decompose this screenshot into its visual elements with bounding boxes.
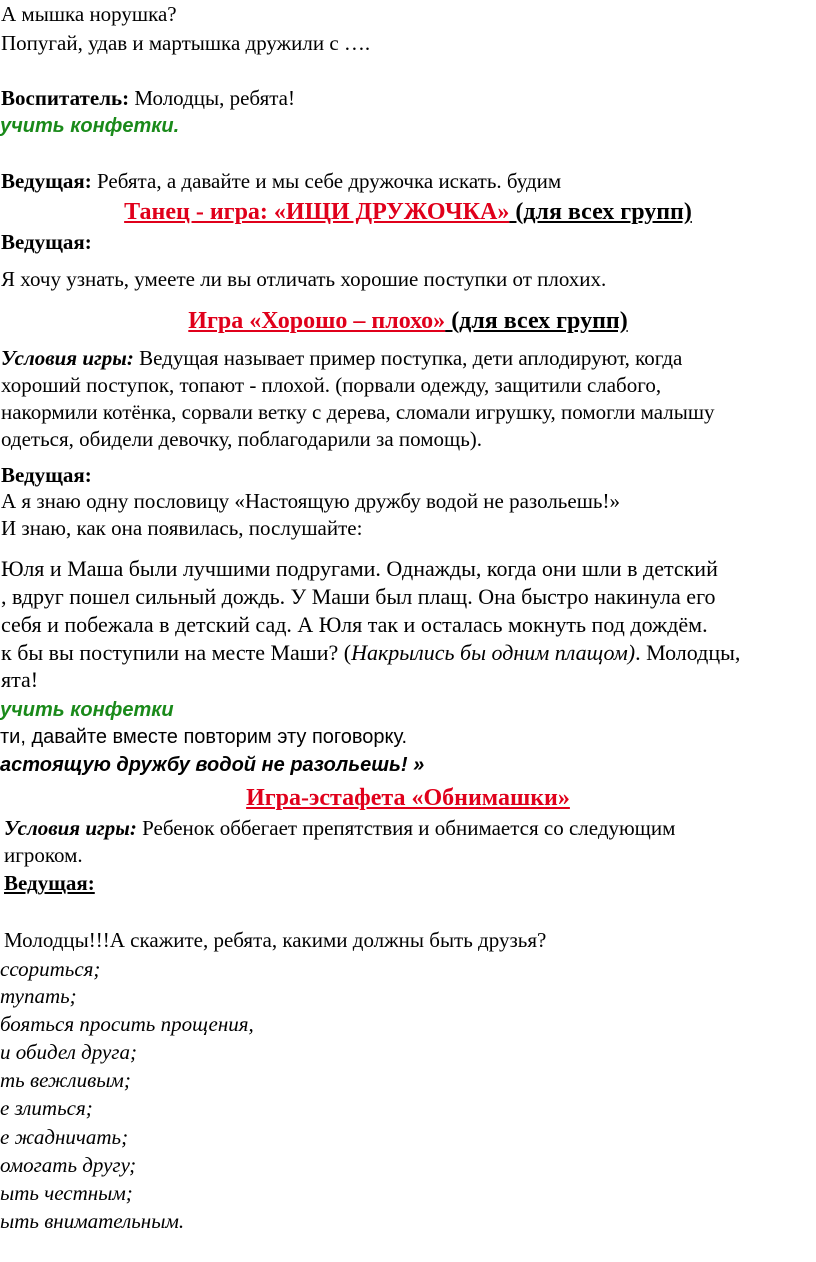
host-line-1: [1, 168, 561, 194]
friends-item: ть вежливым;: [0, 1068, 131, 1092]
good-bad-question: Я хочу узнать, умеете ли вы отличать хорошие поступки от плохих.: [1, 267, 607, 291]
dance-title: Танец - игра: «ИЩИ ДРУЖОЧКА»: [124, 199, 510, 225]
host-speaker: Ведущая:: [1, 169, 92, 193]
game2-rules-line-2: игроком.: [4, 843, 83, 867]
candy-instruction-1: учить конфетки.: [0, 115, 180, 137]
friends-item: ссориться;: [0, 957, 101, 981]
story-line-5: ята!: [1, 667, 39, 692]
story-line-4: [1, 640, 740, 666]
educator-line: [1, 85, 295, 111]
intro-line-1: А мышка норушка?: [1, 2, 177, 26]
proverb-intro-line-2: И знаю, как она появилась, послушайте:: [1, 516, 363, 540]
friends-item: е злиться;: [0, 1096, 93, 1120]
story-answer: Накрылись бы одним плащом): [351, 640, 636, 665]
friends-item: и обидел друга;: [0, 1040, 137, 1064]
host-speaker-4: Ведущая:: [4, 871, 95, 895]
story-after: . Молодцы,: [635, 640, 741, 665]
proverb-intro-line-1: А я знаю одну пословицу «Настоящую дружбу водой не разольешь!»: [1, 489, 620, 513]
educator-speaker: Воспитатель:: [1, 86, 130, 110]
host-text: Ребята, а давайте и мы себе дружочка искать. будим: [91, 169, 562, 193]
game1-heading: [0, 306, 816, 336]
host-speaker-2: Ведущая:: [1, 230, 92, 254]
story-line-1: Юля и Маша были лучшими подругами. Однажды, когда они шли в детский: [1, 556, 718, 581]
game2-title: Игра-эстафета «Обнимашки»: [246, 785, 570, 811]
dance-heading: [0, 197, 816, 227]
game1-title: Игра «Хорошо – плохо»: [188, 308, 446, 334]
game2-rules-label: Условия игры:: [4, 816, 137, 840]
repeat-line: ти, давайте вместе повторим эту поговорку.: [0, 726, 408, 748]
game1-rules-line-2: хороший поступок, топают - плохой. (порвали одежду, защитили слабого,: [1, 373, 662, 397]
dance-note: (для всех групп): [509, 199, 692, 225]
game1-rules-label: Условия игры:: [1, 346, 134, 370]
game1-rules-line-1: [1, 345, 682, 371]
game1-rules-line-3: накормили котёнка, сорвали ветку с дерева, сломали игрушку, помогли малышу: [1, 400, 715, 424]
host-speaker-3: Ведущая:: [1, 463, 92, 487]
story-question: к бы вы поступили на месте Маши? (: [1, 640, 352, 665]
educator-text: Молодцы, ребята!: [129, 86, 295, 110]
game2-heading: [0, 783, 816, 813]
game1-rules-line-4: одеться, обидели девочку, поблагодарили за помощь).: [1, 427, 483, 451]
friends-item: е жадничать;: [0, 1125, 129, 1149]
friends-item: тупать;: [0, 984, 77, 1008]
intro-line-2: Попугай, удав и мартышка дружили с ….: [1, 31, 371, 55]
game1-rules-text: Ведущая называет пример поступка, дети аплодируют, когда: [133, 346, 683, 370]
friends-question: Молодцы!!!А скажите, ребята, какими должны быть друзья?: [4, 928, 547, 952]
friends-item: бояться просить прощения,: [0, 1012, 254, 1036]
friends-item: ыть внимательным.: [0, 1209, 185, 1233]
proverb-line: астоящую дружбу водой не разольешь! »: [0, 754, 425, 776]
candy-instruction-2: учить конфетки: [0, 699, 174, 721]
game2-rules-line-1: [4, 815, 675, 841]
friends-item: ыть честным;: [0, 1181, 133, 1205]
game2-rules-text: Ребенок оббегает препятствия и обнимается со следующим: [136, 816, 676, 840]
story-line-3: себя и побежала в детский сад. А Юля так и осталась мокнуть под дождём.: [1, 612, 708, 637]
friends-item: омогать другу;: [0, 1153, 137, 1177]
game1-note: (для всех групп): [445, 308, 628, 334]
story-line-2: , вдруг пошел сильный дождь. У Маши был плащ. Она быстро накинула его: [1, 584, 716, 609]
